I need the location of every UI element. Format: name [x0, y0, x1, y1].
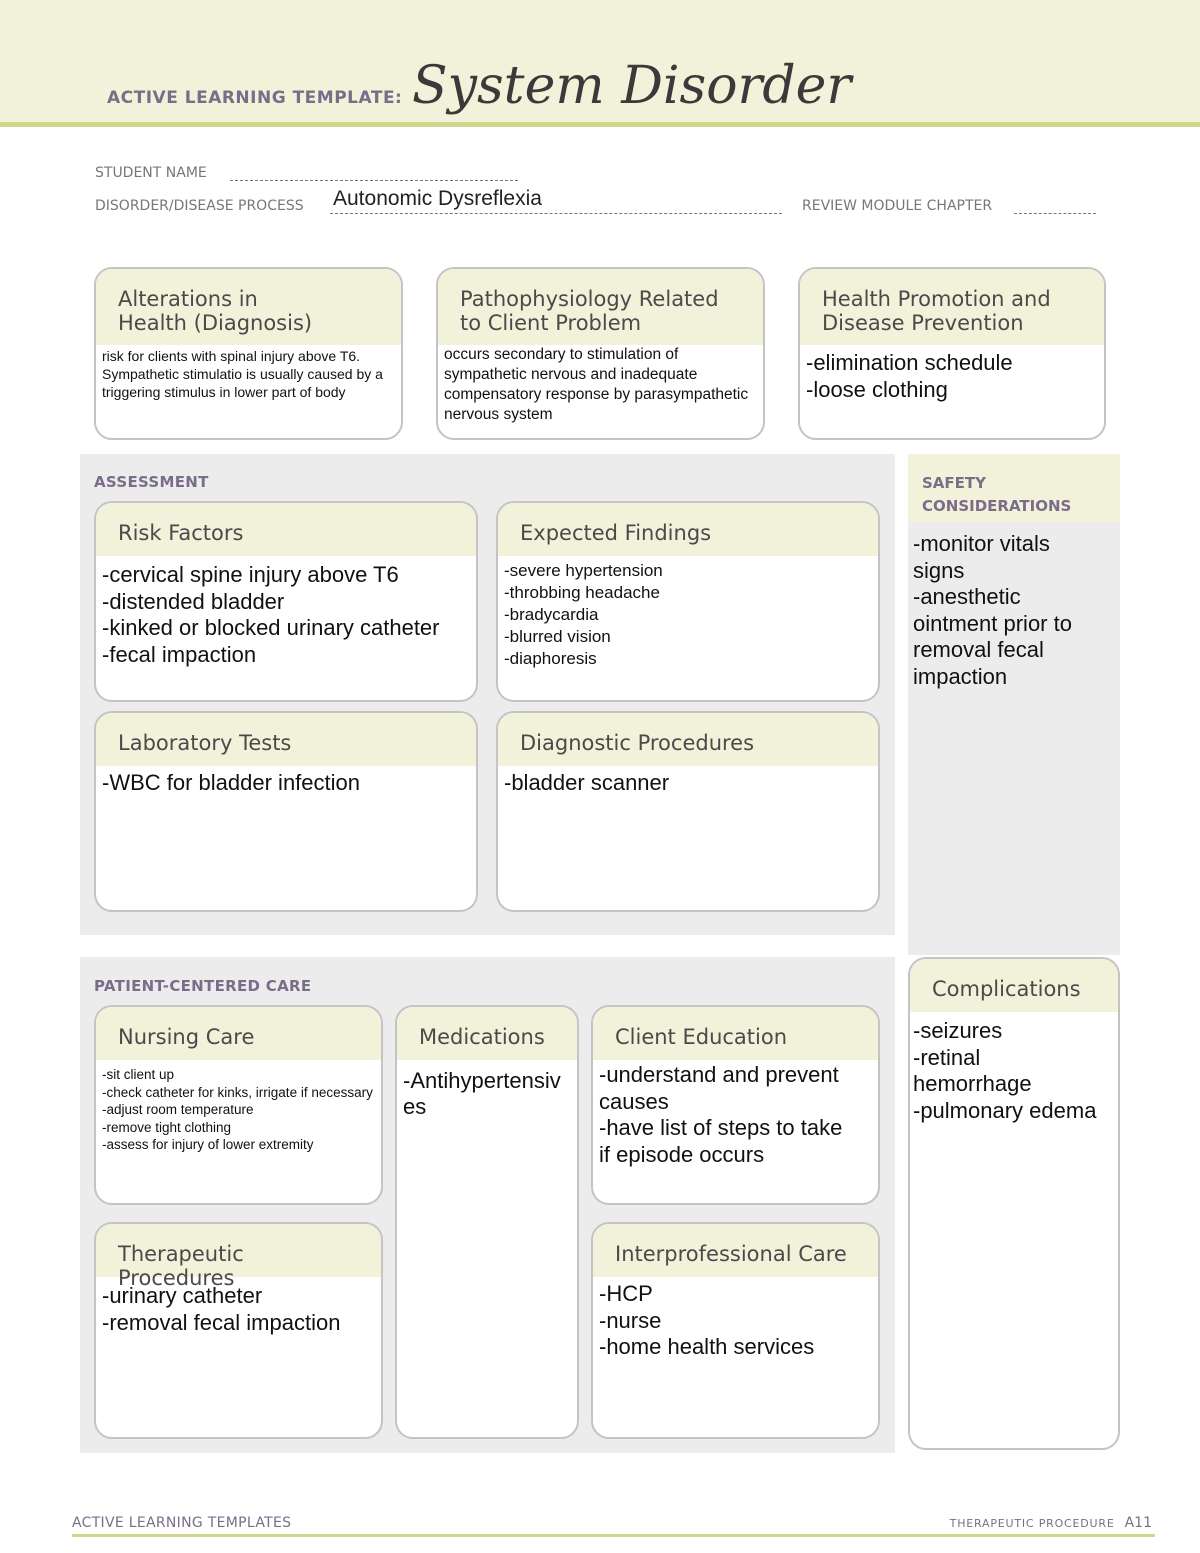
health-promotion-box [798, 267, 1106, 440]
alterations-box [94, 267, 403, 440]
risk-factors-text[interactable]: -cervical spine injury above T6 -distended bladder -kinked or blocked urinary catheter -fecal impaction [102, 562, 440, 667]
complications-box [908, 957, 1120, 1450]
safety-title: SAFETY CONSIDERATIONS [908, 454, 1120, 522]
client-education-text[interactable]: -understand and prevent causes -have list of steps to take if episode occurs [599, 1062, 843, 1167]
patient-centered-care-title: PATIENT-CENTERED CARE [94, 977, 312, 995]
alterations-title: Alterations in Health (Diagnosis) [96, 269, 401, 345]
client-education-title: Client Education [593, 1007, 878, 1060]
laboratory-tests-title: Laboratory Tests [96, 713, 476, 766]
diagnostic-procedures-text[interactable]: -bladder scanner [504, 770, 670, 795]
template-title: System Disorder [412, 56, 852, 116]
interprofessional-care-box [591, 1222, 880, 1439]
risk-factors-title: Risk Factors [96, 503, 476, 556]
pathophysiology-text[interactable]: occurs secondary to stimulation of sympathetic nervous and inadequate compensatory response by parasympathetic nervous system [444, 346, 749, 423]
page-number: A11 [1124, 1515, 1152, 1531]
medications-text[interactable]: -Antihypertensiv es [403, 1068, 561, 1119]
pathophysiology-title: Pathophysiology Related to Client Problem [438, 269, 763, 345]
diagnostic-procedures-title: Diagnostic Procedures [498, 713, 878, 766]
disorder-label: DISORDER/DISEASE PROCESS [95, 198, 304, 214]
risk-factors-box [94, 501, 478, 702]
footer-section: THERAPEUTIC PROCEDURE [949, 1517, 1115, 1530]
interprofessional-care-text[interactable]: -HCP -nurse -home health services [599, 1281, 815, 1359]
template-label: ACTIVE LEARNING TEMPLATE: [107, 88, 403, 108]
complications-title: Complications [910, 959, 1118, 1012]
expected-findings-box [496, 501, 880, 702]
medications-title: Medications [397, 1007, 577, 1060]
health-promotion-text[interactable]: -elimination schedule -loose clothing [806, 350, 1013, 402]
complications-text[interactable]: -seizures -retinal hemorrhage -pulmonary edema [913, 1018, 1097, 1123]
diagnostic-procedures-box [496, 711, 880, 912]
nursing-care-text[interactable]: -sit client up -check catheter for kinks, irrigate if necessary -adjust room temperature -remove tight clothing -assess for injury of lower extremity [102, 1067, 373, 1152]
therapeutic-procedures-box [94, 1222, 383, 1439]
review-module-label: REVIEW MODULE CHAPTER [802, 198, 993, 214]
health-promotion-title: Health Promotion and Disease Prevention [800, 269, 1104, 345]
disorder-field[interactable] [330, 213, 782, 214]
therapeutic-procedures-text[interactable]: -urinary catheter -removal fecal impaction [102, 1283, 341, 1335]
pathophysiology-box [436, 267, 765, 440]
laboratory-tests-text[interactable]: -WBC for bladder infection [102, 770, 360, 795]
expected-findings-title: Expected Findings [498, 503, 878, 556]
nursing-care-title: Nursing Care [96, 1007, 381, 1060]
safety-panel [908, 454, 1120, 955]
assessment-title: ASSESSMENT [94, 473, 209, 491]
interprofessional-care-title: Interprofessional Care [593, 1224, 878, 1277]
laboratory-tests-box [94, 711, 478, 912]
alterations-text[interactable]: risk for clients with spinal injury above T6. Sympathetic stimulatio is usually caused by a triggering stimulus in lower part of body [102, 348, 383, 400]
disorder-value: Autonomic Dysreflexia [333, 187, 542, 210]
footer-right [950, 1515, 1152, 1531]
student-name-field[interactable] [230, 180, 518, 181]
review-module-field[interactable] [1014, 213, 1096, 214]
footer-rule [72, 1534, 1155, 1537]
nursing-care-box [94, 1005, 383, 1205]
header-rule [0, 122, 1200, 127]
therapeutic-procedures-title: Therapeutic Procedures [96, 1224, 381, 1277]
medications-box [395, 1005, 579, 1439]
footer-left: ACTIVE LEARNING TEMPLATES [72, 1515, 292, 1531]
safety-text[interactable]: -monitor vitals signs -anesthetic ointment prior to removal fecal impaction [913, 531, 1072, 689]
student-name-label: STUDENT NAME [95, 165, 207, 181]
expected-findings-text[interactable]: -severe hypertension -throbbing headache -bradycardia -blurred vision -diaphoresis [504, 561, 663, 668]
client-education-box [591, 1005, 880, 1205]
